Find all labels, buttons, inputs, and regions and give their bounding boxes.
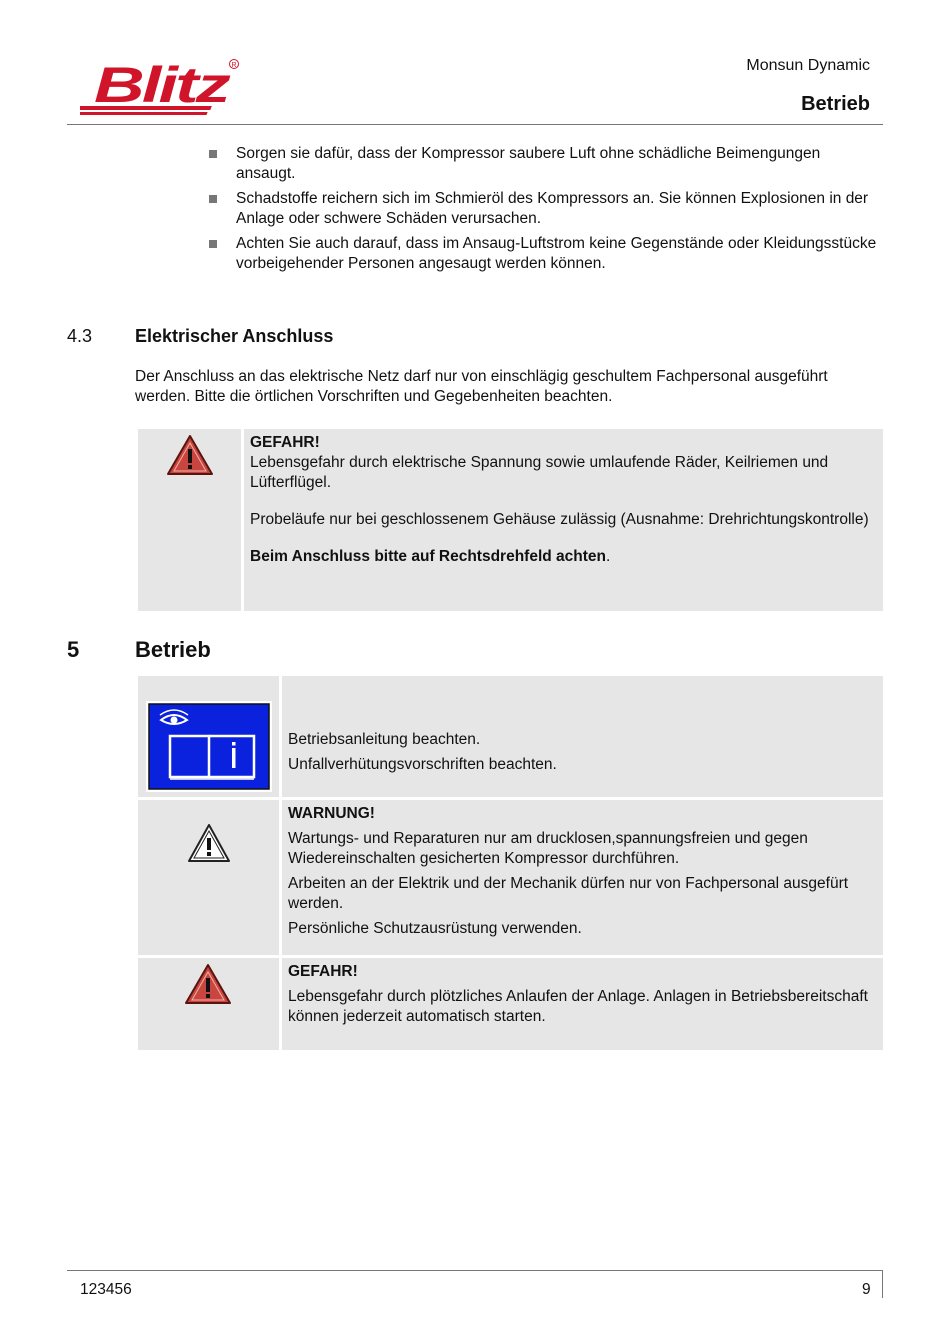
notice-text: GEFAHR! Lebensgefahr durch elektrische Spannung sowie umlaufende Räder, Keilriemen und Lüfterflügel. Probeläufe nur bei geschlossenem Gehäuse zulässig (Ausnahme: Drehrichtungskontrolle) Beim Anschluss bitte auf Rechtsdrehfeld achten. [250,433,875,567]
section-number: 4.3 [67,326,93,346]
notice-line: Probeläufe nur bei geschlossenem Gehäuse zulässig (Ausnahme: Drehrichtungskontrolle) [250,511,869,528]
notice-line: Lebensgefahr durch elektrische Spannung sowie umlaufende Räder, Keilriemen und Lüfterflügel. [250,454,829,491]
chapter-number: 5 [67,637,80,662]
page-number: 9 [862,1281,871,1298]
square-bullet-icon [209,240,217,248]
notice-text [288,962,878,1032]
notice-text [288,804,878,944]
notice-line: Lebensgefahr durch plötzliches Anlaufen der Anlage. Anlagen in Betriebsbereitschaft können jederzeit automatisch starten. [288,988,868,1025]
notice-line: Persönliche Schutzausrüstung verwenden. [288,920,582,937]
square-bullet-icon [209,195,217,203]
list-item: Schadstoffe reichern sich im Schmieröl des Kompressors an. Sie können Explosionen in der Anlage oder schwere Schäden verursachen. [208,189,878,229]
header-rule [67,124,883,125]
notice-emphasis: Beim Anschluss bitte auf Rechtsdrehfeld achten [250,548,607,565]
notice-heading: GEFAHR! [288,963,358,980]
notice-line: Betriebsanleitung beachten. [288,731,481,748]
danger-warning-icon [165,433,215,477]
list-item: Sorgen sie dafür, dass der Kompressor saubere Luft ohne schädliche Beimengungen ansaugt. [208,144,878,184]
logo-wordmark: Blitz [94,57,231,113]
notice-text [288,730,878,780]
svg-text:R: R [231,62,237,69]
bullet-list [208,144,878,279]
notice-line: Wartungs- und Reparaturen nur am drucklosen,spannungsfreien und gegen Wiedereinschalten gesicherten Kompressor durchführen. [288,830,808,867]
section-paragraph: Der Anschluss an das elektrische Netz darf nur von einschlägig geschultem Fachpersonal ausgeführt werden. Bitte die örtlichen Vorschriften und Gegebenheiten beachten. [135,368,828,405]
footer-rule [67,1270,883,1271]
square-bullet-icon [209,150,217,158]
chapter-title: Betrieb [135,637,211,662]
danger-warning-icon [183,962,233,1006]
blitz-logo [80,56,242,118]
list-item: Achten Sie auch darauf, dass im Ansaug-Luftstrom keine Gegenstände oder Kleidungsstücke vorbeigehender Personen angesaugt werden können. [208,234,878,274]
notice-line: Arbeiten an der Elektrik und der Mechanik dürfen nur von Fachpersonal ausgefürt werden. [288,875,849,912]
manual-info-icon [146,701,272,792]
notice-line: Unfallverhütungsvorschriften beachten. [288,756,557,773]
notice-heading: GEFAHR! [250,434,320,451]
warning-icon [186,822,232,864]
section-title: Elektrischer Anschluss [135,326,334,346]
footer-document-id: 123456 [80,1281,132,1298]
running-section-title: Betrieb [801,93,870,115]
notice-heading: WARNUNG! [288,805,375,822]
document-name: Monsun Dynamic [746,57,870,74]
footer-divider [882,1270,883,1298]
